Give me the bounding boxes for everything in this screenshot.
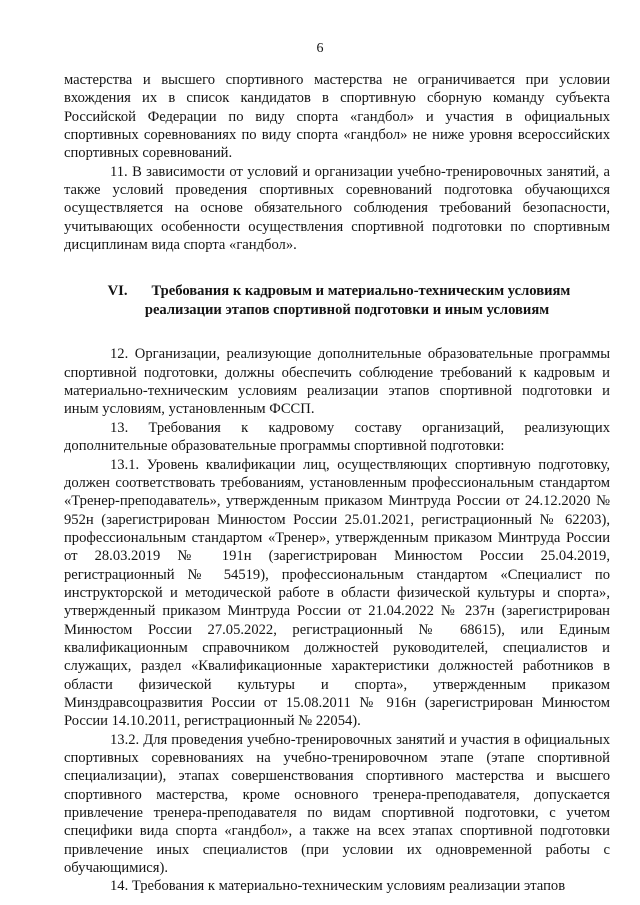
paragraph-13: 13. Требования к кадровому составу организаций, реализующих дополнительные образовательные программы спортивной подготовки: (64, 419, 610, 455)
paragraph-13-2: 13.2. Для проведения учебно-тренировочных занятий и участия в официальных спортивных соревнованиях на учебно-тренировочном этапе (этапе спортивной специализации), этапах совершенствования спортивного мастерства и высшего спортивного мастерства, кроме основного тренера-преподавателя, допускается привлечение тренера-преподавателя по видам спортивной подготовки, с учетом специфики вида спорта «гандбол», а также на всех этапах спортивной подготовки привлечение иных специалистов (при условии их одновременной работы с обучающимися). (64, 731, 610, 877)
page-number: 6 (316, 41, 324, 56)
section-heading-line1 (64, 282, 610, 301)
section-title-line1: Требования к кадровым и материально-техническим условиям (151, 283, 571, 300)
document-body (64, 71, 610, 896)
paragraph-12: 12. Организации, реализующие дополнительные образовательные программы спортивной подготовки, должны обеспечить соблюдение требований к кадровым и материально-техническим условиям реализации этапов спортивной подготовки и иным условиям, установленным ФССП. (64, 346, 610, 418)
section-title-line2: реализации этапов спортивной подготовки и иным условиям (144, 302, 550, 319)
paragraph-13-1: 13.1. Уровень квалификации лиц, осуществляющих спортивную подготовку, должен соответствовать требованиям, установленным профессиональным стандартом «Тренер-преподаватель», утвержденным приказом Минтруда России от 24.12.2020 № 952н (зарегистрирован Минюстом России 25.01.2021, регистрационный № 62203), профессиональным стандартом «Тренер», утвержденным приказом Минтруда России от 28.03.2019 № 191н (зарегистрирован Минюстом России 25.04.2019, регистрационный № 54519), профессиональным стандартом «Специалист по инструкторской и методической работе в области физической культуры и спорта», утвержденный приказом Минтруда России от 21.04.2022 № 237н (зарегистрирован Минюстом России 27.05.2022, регистрационный № 68615), или Единым квалификационным справочником должностей руководителей, специалистов и служащих, раздел «Квалификационные характеристики должностей работников в области физической культуры и спорта», утвержденным приказом Минздравсоцразвития России от 15.08.2011 № 916н (зарегистрирован Минюстом России 14.10.2011, регистрационный № 22054). (64, 456, 610, 730)
paragraph-14: 14. Требования к материально-техническим условиям реализации этапов (110, 878, 566, 895)
paragraph-11: 11. В зависимости от условий и организации учебно-тренировочных занятий, а также условий проведения спортивных соревнований подготовка обучающихся осуществляется на основе обязательного соблюдения требований безопасности, учитывающих особенности осуществления спортивной подготовки по спортивным дисциплинам вида спорта «гандбол». (64, 163, 610, 254)
section-number: VI. (107, 283, 128, 300)
paragraph-continuation: мастерства и высшего спортивного мастерства не ограничивается при условии вхождения их в список кандидатов в спортивную сборную команду субъекта Российской Федерации по виду спорта «гандбол» и участия в официальных спортивных соревнованиях по виду спорта «гандбол» не ниже уровня всероссийских спортивных соревнований. (64, 72, 610, 162)
section-heading (64, 282, 610, 320)
